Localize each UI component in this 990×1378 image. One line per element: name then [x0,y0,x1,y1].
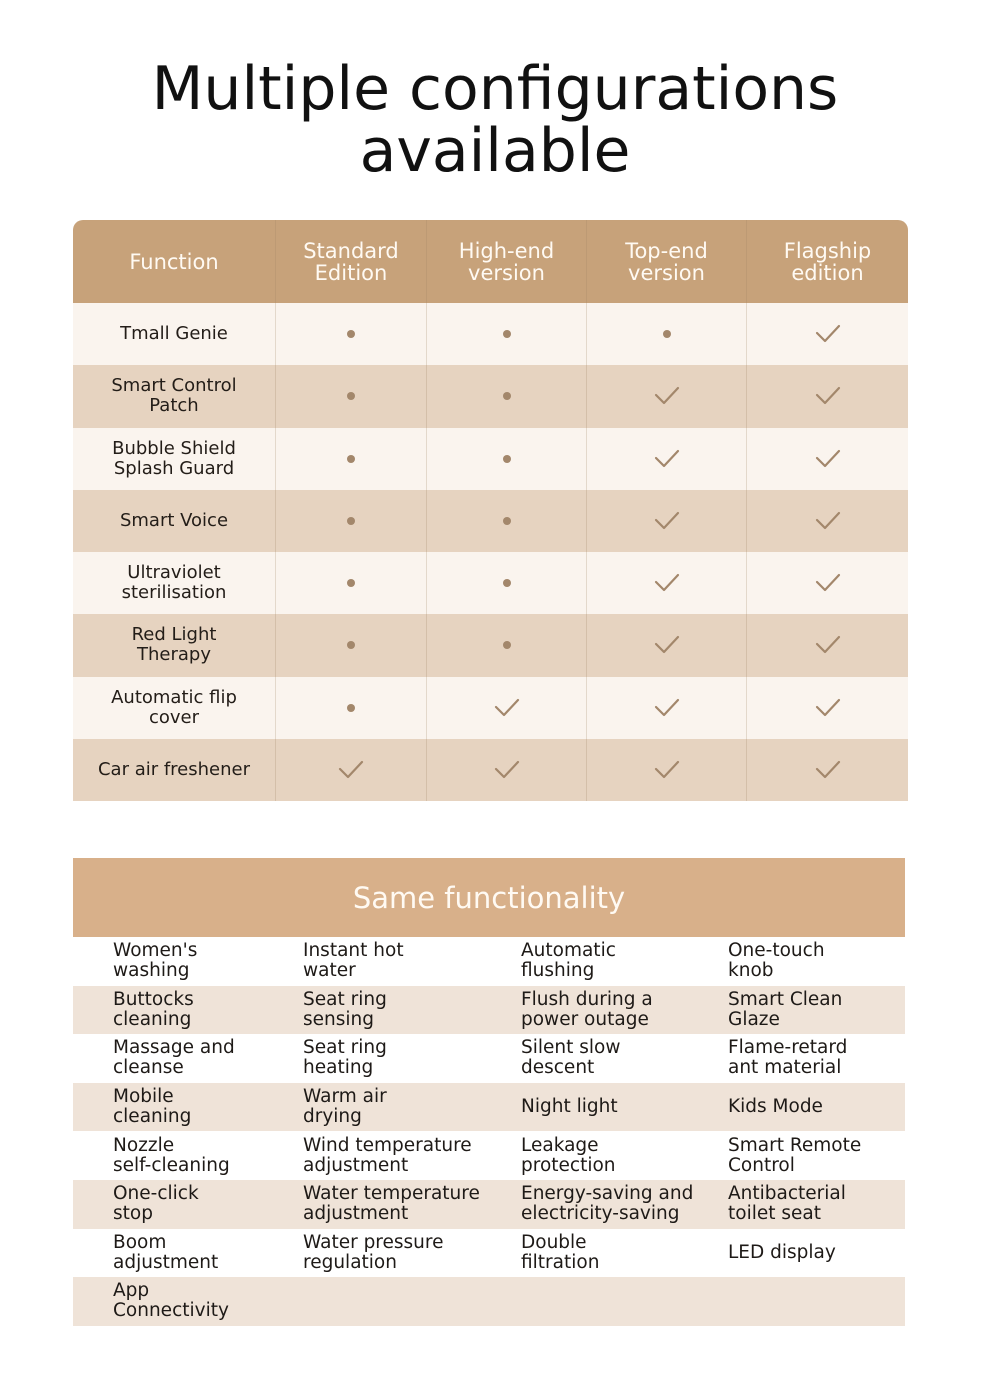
check-icon [653,572,681,594]
check-icon [814,448,842,470]
dot-icon [503,392,511,400]
flagship-cell [746,303,908,365]
dot-icon [503,330,511,338]
function-name: Bubble Shield Splash Guard [112,437,236,479]
check-icon [653,510,681,532]
feature-item: Seat ring heating [303,1037,387,1079]
high-end-cell [426,365,586,427]
standard-cell [275,552,426,614]
check-icon [814,323,842,345]
feature-item: Warm air drying [303,1086,387,1128]
comparison-row [73,303,908,365]
feature-item: Buttocks cleaning [113,988,194,1030]
check-icon [814,759,842,781]
comparison-header-row [73,220,908,303]
feature-item: Seat ring sensing [303,988,387,1030]
dot-icon [503,517,511,525]
feature-item: Night light [521,1096,618,1118]
check-icon [653,759,681,781]
feature-item: Smart Clean Glaze [728,988,843,1030]
comparison-row [73,614,908,676]
feature-item: Smart Remote Control [728,1134,862,1176]
comparison-row [73,677,908,739]
feature-item: Wind temperature adjustment [303,1134,472,1176]
dot-icon [503,579,511,587]
flagship-cell [746,552,908,614]
feature-item: Water temperature adjustment [303,1183,480,1225]
dot-icon [347,392,355,400]
feature-item: Boom adjustment [113,1231,219,1273]
feature-item: One-touch knob [728,940,825,982]
comparison-row [73,490,908,552]
comparison-row [73,365,908,427]
standard-cell [275,614,426,676]
feature-item: Instant hot water [303,940,404,982]
function-name: Red Light Therapy [131,624,217,666]
top-end-cell [586,677,746,739]
dot-icon [347,517,355,525]
feature-row [73,986,905,1035]
header-function: Function [129,249,219,274]
feature-row [73,1083,905,1132]
high-end-cell [426,552,586,614]
check-icon [814,510,842,532]
high-end-cell [426,428,586,490]
high-end-cell [426,303,586,365]
feature-item: Flush during a power outage [521,988,653,1030]
feature-item: Automatic flushing [521,940,616,982]
check-icon [653,385,681,407]
dot-icon [347,579,355,587]
page-title-line2: available [359,116,631,186]
function-name: Smart Control Patch [111,375,237,417]
check-icon [493,697,521,719]
standard-cell [275,365,426,427]
check-icon [653,697,681,719]
standard-cell [275,677,426,739]
check-icon [653,448,681,470]
feature-row [73,1034,905,1083]
flagship-cell [746,739,908,801]
comparison-table [73,220,908,801]
feature-item: LED display [728,1241,836,1263]
feature-row [73,937,905,986]
dot-icon [347,704,355,712]
comparison-row [73,552,908,614]
dot-icon [503,455,511,463]
feature-item: Women's washing [113,940,198,982]
feature-item: Double filtration [521,1231,600,1273]
top-end-cell [586,614,746,676]
top-end-cell [586,552,746,614]
header-flagship-edition: Flagship edition [746,220,908,303]
high-end-cell [426,614,586,676]
flagship-cell [746,677,908,739]
function-name: Ultraviolet sterilisation [121,562,227,604]
dot-icon [503,641,511,649]
feature-row [73,1229,905,1278]
feature-row [73,1180,905,1229]
page-title-line1: Multiple configurations [151,54,839,124]
feature-row [73,1277,905,1326]
standard-cell [275,428,426,490]
standard-cell [275,303,426,365]
dot-icon [347,641,355,649]
top-end-cell [586,739,746,801]
feature-item: Massage and cleanse [113,1037,235,1079]
flagship-cell [746,428,908,490]
header-top-end-version: Top-end version [586,220,746,303]
comparison-row [73,739,908,801]
check-icon [814,572,842,594]
feature-item: Silent slow descent [521,1037,621,1079]
feature-item: Antibacterial toilet seat [728,1183,846,1225]
check-icon [814,634,842,656]
standard-cell [275,490,426,552]
check-icon [337,759,365,781]
check-icon [814,697,842,719]
feature-item: Water pressure regulation [303,1231,444,1273]
flagship-cell [746,365,908,427]
header-high-end-version: High-end version [426,220,586,303]
function-name: Car air freshener [97,758,251,780]
check-icon [653,634,681,656]
high-end-cell [426,739,586,801]
comparison-body [73,303,908,801]
same-functionality-heading: Same functionality [73,858,905,937]
feature-item: Mobile cleaning [113,1086,192,1128]
same-functionality-table [73,858,905,1326]
function-name: Tmall Genie [120,323,228,345]
check-icon [814,385,842,407]
feature-item: One-click stop [113,1183,199,1225]
standard-cell [275,739,426,801]
feature-item: Nozzle self-cleaning [113,1134,230,1176]
check-icon [493,759,521,781]
feature-item: App Connectivity [113,1280,229,1322]
page-title [0,54,990,186]
same-functionality-body [73,937,905,1326]
function-name: Smart Voice [119,509,229,531]
top-end-cell [586,490,746,552]
top-end-cell [586,365,746,427]
dot-icon [347,455,355,463]
high-end-cell [426,677,586,739]
top-end-cell [586,428,746,490]
flagship-cell [746,614,908,676]
comparison-row [73,428,908,490]
feature-item: Leakage protection [521,1134,616,1176]
feature-item: Flame-retard ant material [728,1037,848,1079]
header-standard-edition: Standard Edition [275,220,426,303]
flagship-cell [746,490,908,552]
feature-item: Energy-saving and electricity-saving [521,1183,694,1225]
function-name: Automatic flip cover [111,686,237,728]
top-end-cell [586,303,746,365]
high-end-cell [426,490,586,552]
dot-icon [347,330,355,338]
feature-row [73,1131,905,1180]
dot-icon [663,330,671,338]
feature-item: Kids Mode [728,1096,823,1118]
